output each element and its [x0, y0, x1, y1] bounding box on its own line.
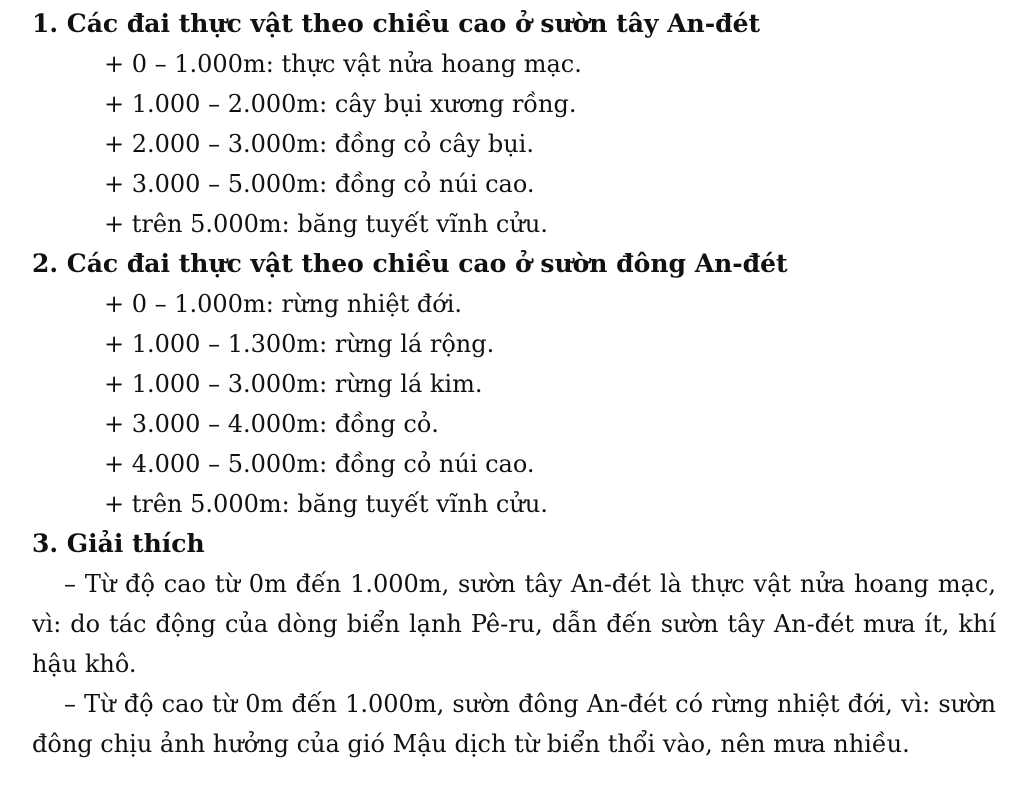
section-2-item: + 1.000 – 1.300m: rừng lá rộng. — [104, 330, 495, 358]
section-1-item: + 1.000 – 2.000m: cây bụi xương rồng. — [104, 90, 577, 118]
section-2-item: + 4.000 – 5.000m: đồng cỏ núi cao. — [104, 450, 535, 478]
explanation-paragraph: – Từ độ cao từ 0m đến 1.000m, sườn tây An-đét là thực vật nửa hoang mạc, vì: do tác động của dòng biển lạnh Pê-ru, dẫn đến sườn tây An-đét mưa ít, khí hậu khô. — [32, 570, 996, 678]
section-1-item: + trên 5.000m: băng tuyết vĩnh cửu. — [104, 210, 548, 238]
section-1-heading: 1. Các đai thực vật theo chiều cao ở sườn tây An-đét — [32, 9, 761, 38]
section-3-heading: 3. Giải thích — [32, 529, 205, 558]
section-2-item: + 0 – 1.000m: rừng nhiệt đới. — [104, 290, 463, 318]
section-1-item: + 2.000 – 3.000m: đồng cỏ cây bụi. — [104, 130, 534, 158]
section-2-heading: 2. Các đai thực vật theo chiều cao ở sườn đông An-đét — [32, 249, 788, 278]
explanation-paragraph: – Từ độ cao từ 0m đến 1.000m, sườn đông An-đét có rừng nhiệt đới, vì: sườn đông chịu ảnh hưởng của gió Mậu dịch từ biển thổi vào, nên mưa nhiều. — [32, 690, 996, 758]
section-2-item: + 3.000 – 4.000m: đồng cỏ. — [104, 410, 439, 438]
section-1-item: + 0 – 1.000m: thực vật nửa hoang mạc. — [104, 50, 582, 78]
section-1-item: + 3.000 – 5.000m: đồng cỏ núi cao. — [104, 170, 535, 198]
section-2-item: + 1.000 – 3.000m: rừng lá kim. — [104, 370, 483, 398]
section-2-item: + trên 5.000m: băng tuyết vĩnh cửu. — [104, 490, 548, 518]
